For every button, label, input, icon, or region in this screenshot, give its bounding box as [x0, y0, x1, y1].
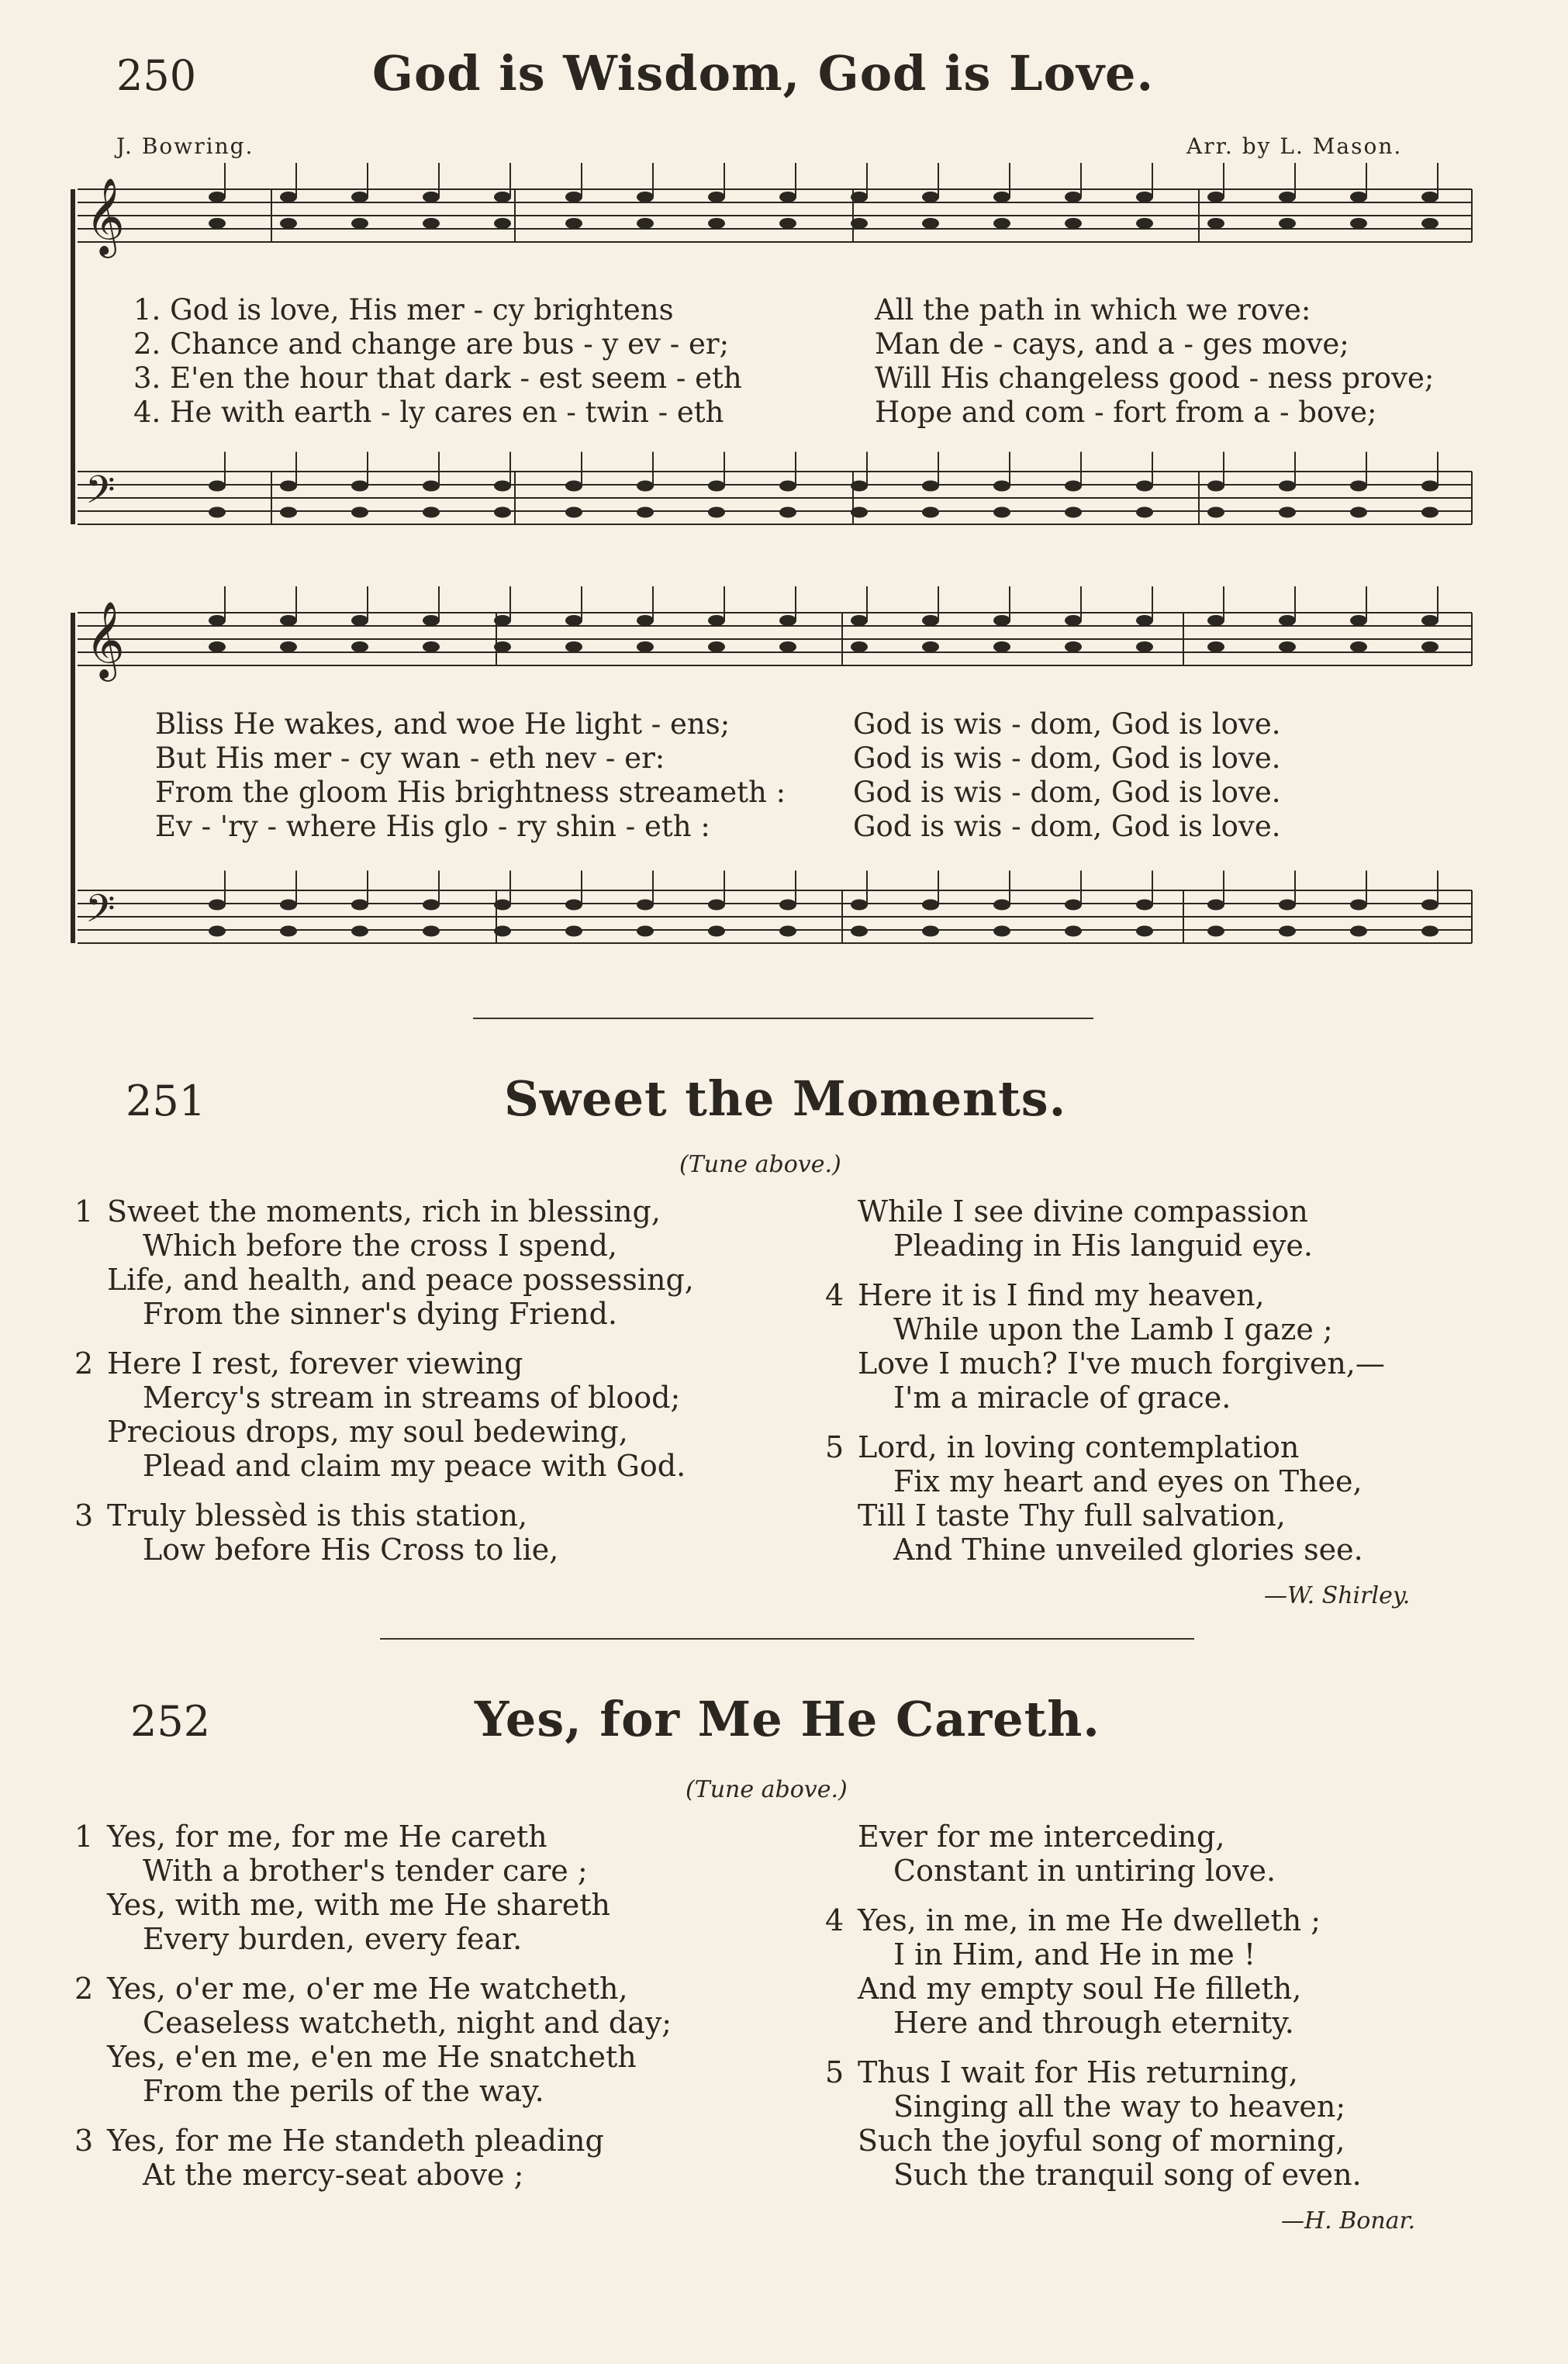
note-head	[779, 192, 796, 202]
note-head	[708, 481, 725, 492]
note-head	[1421, 218, 1438, 229]
note-head	[280, 192, 297, 202]
verse-line	[74, 1229, 694, 1263]
lyric-line: Bliss He wakes, and woe He light - ens;	[155, 707, 730, 741]
note-head	[1350, 615, 1367, 626]
note-head	[209, 615, 226, 626]
note-head	[351, 218, 368, 229]
note-head	[1065, 926, 1082, 937]
note-head	[637, 926, 654, 937]
verse-line	[825, 2158, 1362, 2192]
note-head	[637, 481, 654, 492]
verse-text: At the mercy-seat above ;	[143, 2158, 524, 2192]
note-head	[708, 615, 725, 626]
note-head	[922, 218, 939, 229]
verse-text: Lord, in loving contemplation	[858, 1430, 1300, 1464]
note-head	[423, 641, 440, 652]
verse-block	[74, 1498, 694, 1567]
note-head	[1207, 926, 1224, 937]
verse-line	[74, 1346, 694, 1381]
note-head	[209, 641, 226, 652]
lyric-line: God is wis - dom, God is love.	[853, 810, 1281, 843]
verse-text: Yes, e'en me, e'en me He snatcheth	[107, 2040, 637, 2074]
verse-text: Truly blessèd is this station,	[107, 1498, 528, 1533]
verse-text: Yes, o'er me, o'er me He watcheth,	[107, 1972, 628, 2006]
note-head	[779, 615, 796, 626]
note-head	[1065, 900, 1082, 911]
note-head	[565, 481, 582, 492]
verse-text: Yes, with me, with me He shareth	[107, 1888, 610, 1922]
note-head	[637, 615, 654, 626]
verse-block	[825, 1194, 1385, 1263]
note-head	[280, 926, 297, 937]
verse-number: 3	[74, 2124, 94, 2158]
note-head	[922, 192, 939, 202]
lyric-line: From the gloom His brightness streameth :	[155, 776, 786, 809]
verse-text: Sweet the moments, rich in blessing,	[107, 1194, 661, 1229]
note-head	[1421, 192, 1438, 202]
note-head	[209, 900, 226, 911]
system-2-lyrics-a	[155, 707, 786, 844]
note-head	[280, 218, 297, 229]
verse-text: Love I much? I've much forgiven,—	[858, 1346, 1385, 1381]
note-head	[1279, 900, 1296, 911]
note-head	[708, 218, 725, 229]
verse-line	[825, 1194, 1385, 1229]
note-head	[423, 926, 440, 937]
hymn-251-tune-note: (Tune above.)	[679, 1151, 841, 1178]
verse-line	[825, 1381, 1385, 1415]
verse-text: Every burden, every fear.	[143, 1922, 523, 1956]
note-head	[209, 507, 226, 518]
verse-line	[74, 1972, 672, 2006]
verse-line	[825, 1972, 1362, 2006]
verse-text: Singing all the way to heaven;	[893, 2089, 1346, 2124]
note-head	[423, 218, 440, 229]
bass-clef-icon: 𝄢	[85, 468, 116, 522]
verse-block	[825, 1903, 1362, 2040]
note-head	[1350, 192, 1367, 202]
verse-text: Here I rest, forever viewing	[107, 1346, 523, 1381]
note-head	[851, 900, 868, 911]
hymn-250-words-credit: J. Bowring.	[116, 133, 254, 159]
verse-line	[74, 1533, 694, 1567]
verse-line	[825, 2006, 1362, 2040]
note-head	[280, 615, 297, 626]
verse-text: While upon the Lamb I gaze ;	[893, 1312, 1333, 1346]
note-head	[351, 507, 368, 518]
verse-number: 1	[74, 1820, 94, 1854]
note-head	[993, 615, 1010, 626]
note-head	[1279, 926, 1296, 937]
note-head	[494, 481, 511, 492]
note-head	[423, 192, 440, 202]
note-head	[494, 507, 511, 518]
verse-line	[74, 1194, 694, 1229]
note-head	[708, 192, 725, 202]
note-head	[1065, 507, 1082, 518]
verse-text: From the perils of the way.	[143, 2074, 544, 2108]
note-head	[1350, 507, 1367, 518]
verse-line	[74, 1888, 672, 1922]
verse-block	[825, 1278, 1385, 1415]
verse-text: Till I taste Thy full salvation,	[858, 1498, 1286, 1533]
hymn-252-author: —H. Bonar.	[1281, 2207, 1416, 2234]
note-head	[351, 481, 368, 492]
hymn-250-title: God is Wisdom, God is Love.	[372, 45, 1155, 102]
hymn-252-left-column	[74, 1820, 672, 2207]
note-head	[779, 641, 796, 652]
note-head	[494, 900, 511, 911]
verse-line	[74, 2006, 672, 2040]
note-head	[280, 481, 297, 492]
note-head	[1136, 900, 1153, 911]
note-head	[708, 926, 725, 937]
note-head	[922, 926, 939, 937]
note-head	[1279, 192, 1296, 202]
note-head	[494, 192, 511, 202]
note-head	[1136, 615, 1153, 626]
hymn-250-music-credit: Arr. by L. Mason.	[1186, 133, 1403, 159]
verse-block	[74, 1820, 672, 1956]
note-head	[494, 926, 511, 937]
verse-text: Here and through eternity.	[893, 2006, 1294, 2040]
verse-line	[825, 1903, 1362, 1937]
lyric-line: Hope and com - fort from a - bove;	[875, 396, 1377, 429]
verse-line	[825, 1430, 1385, 1464]
verse-text: Such the joyful song of morning,	[858, 2124, 1345, 2158]
note-head	[1421, 900, 1438, 911]
note-head	[1136, 218, 1153, 229]
note-head	[565, 615, 582, 626]
treble-clef-icon: 𝄞	[85, 178, 125, 255]
note-head	[779, 900, 796, 911]
verse-line	[825, 1278, 1385, 1312]
note-head	[1279, 218, 1296, 229]
note-head	[993, 507, 1010, 518]
verse-text: Low before His Cross to lie,	[143, 1533, 559, 1567]
verse-block	[74, 1972, 672, 2108]
note-head	[494, 615, 511, 626]
verse-text: And Thine unveiled glories see.	[893, 1533, 1363, 1567]
note-head	[209, 192, 226, 202]
verse-text: Mercy's stream in streams of blood;	[143, 1381, 681, 1415]
verse-line	[74, 2158, 672, 2192]
hymn-251-number: 251	[126, 1077, 206, 1125]
note-head	[993, 926, 1010, 937]
verse-line	[74, 1297, 694, 1331]
note-head	[851, 192, 868, 202]
note-head	[1421, 926, 1438, 937]
verse-line	[825, 1498, 1385, 1533]
note-head	[280, 641, 297, 652]
verse-text: Plead and claim my peace with God.	[143, 1449, 686, 1483]
verse-text: Thus I wait for His returning,	[858, 2055, 1298, 2089]
note-head	[1136, 481, 1153, 492]
note-head	[280, 900, 297, 911]
note-head	[1421, 641, 1438, 652]
note-head	[280, 507, 297, 518]
note-head	[351, 926, 368, 937]
note-head	[1350, 481, 1367, 492]
divider-rule	[473, 1018, 1093, 1019]
note-head	[1421, 615, 1438, 626]
note-head	[922, 900, 939, 911]
note-head	[779, 218, 796, 229]
note-head	[851, 615, 868, 626]
lyric-line: Man de - cays, and a - ges move;	[875, 327, 1349, 361]
verse-line	[74, 1449, 694, 1483]
divider-rule	[380, 1638, 1194, 1640]
verse-line	[825, 1854, 1362, 1888]
verse-text: With a brother's tender care ;	[143, 1854, 588, 1888]
note-head	[993, 900, 1010, 911]
verse-text: Ever for me interceding,	[858, 1820, 1225, 1854]
verse-text: Pleading in His languid eye.	[893, 1229, 1313, 1263]
lyric-line: All the path in which we rove:	[875, 293, 1311, 327]
note-head	[851, 218, 868, 229]
note-head	[1279, 507, 1296, 518]
note-head	[209, 481, 226, 492]
verse-number: 5	[825, 1430, 844, 1464]
lyric-line: God is wis - dom, God is love.	[853, 741, 1281, 775]
note-head	[1136, 641, 1153, 652]
system-1-lyrics-b	[875, 293, 1434, 430]
note-head	[423, 481, 440, 492]
note-head	[637, 507, 654, 518]
verse-text: Yes, for me He standeth pleading	[107, 2124, 604, 2158]
note-head	[1207, 218, 1224, 229]
verse-text: Yes, for me, for me He careth	[107, 1820, 547, 1854]
note-head	[637, 218, 654, 229]
verse-text: Here it is I find my heaven,	[858, 1278, 1265, 1312]
verse-block	[825, 1820, 1362, 1888]
verse-line	[74, 2124, 672, 2158]
note-head	[1207, 900, 1224, 911]
note-head	[565, 218, 582, 229]
note-head	[779, 926, 796, 937]
verse-text: Fix my heart and eyes on Thee,	[893, 1464, 1363, 1498]
note-head	[1065, 615, 1082, 626]
note-head	[922, 507, 939, 518]
hymn-251-right-column	[825, 1194, 1385, 1582]
note-head	[1279, 641, 1296, 652]
verse-text: Which before the cross I spend,	[143, 1229, 618, 1263]
note-head	[922, 641, 939, 652]
note-head	[494, 641, 511, 652]
verse-text: Yes, in me, in me He dwelleth ;	[858, 1903, 1321, 1937]
verse-number: 5	[825, 2055, 844, 2089]
note-head	[1350, 641, 1367, 652]
verse-line	[74, 1854, 672, 1888]
note-head	[922, 615, 939, 626]
note-head	[1065, 218, 1082, 229]
verse-line	[825, 2089, 1362, 2124]
verse-text: From the sinner's dying Friend.	[143, 1297, 617, 1331]
note-head	[1136, 192, 1153, 202]
verse-line	[825, 1312, 1385, 1346]
verse-number: 1	[74, 1194, 94, 1229]
verse-text: Life, and health, and peace possessing,	[107, 1263, 694, 1297]
verse-block	[74, 1194, 694, 1331]
verse-block	[825, 2055, 1362, 2192]
verse-block	[74, 1346, 694, 1483]
lyric-line: Will His changeless good - ness prove;	[875, 361, 1435, 395]
note-head	[1279, 481, 1296, 492]
note-head	[423, 615, 440, 626]
note-head	[779, 507, 796, 518]
note-head	[351, 641, 368, 652]
lyric-line: God is wis - dom, God is love.	[853, 707, 1281, 741]
verse-text: Constant in untiring love.	[893, 1854, 1276, 1888]
hymn-252-title: Yes, for Me He Careth.	[475, 1691, 1100, 1747]
note-head	[993, 481, 1010, 492]
note-head	[851, 481, 868, 492]
note-head	[351, 615, 368, 626]
page-number: 250	[116, 51, 197, 100]
hymn-251-left-column	[74, 1194, 694, 1582]
verse-number: 4	[825, 1278, 844, 1312]
lyric-line: 3. E'en the hour that dark - est seem - eth	[133, 361, 742, 395]
note-head	[209, 926, 226, 937]
note-head	[779, 481, 796, 492]
note-head	[851, 641, 868, 652]
hymn-252-right-column	[825, 1820, 1362, 2207]
note-head	[1136, 507, 1153, 518]
note-head	[708, 641, 725, 652]
note-head	[1279, 615, 1296, 626]
note-head	[1207, 615, 1224, 626]
note-head	[1207, 481, 1224, 492]
note-head	[993, 192, 1010, 202]
lyric-line: But His mer - cy wan - eth nev - er:	[155, 741, 665, 775]
verse-line	[825, 2055, 1362, 2089]
note-head	[993, 641, 1010, 652]
verse-block	[74, 2124, 672, 2192]
verse-line	[825, 1346, 1385, 1381]
note-head	[708, 900, 725, 911]
verse-line	[825, 1937, 1362, 1972]
verse-text: I'm a miracle of grace.	[893, 1381, 1231, 1415]
verse-line	[825, 1229, 1385, 1263]
note-head	[851, 926, 868, 937]
note-head	[637, 641, 654, 652]
note-head	[922, 481, 939, 492]
verse-line	[825, 2124, 1362, 2158]
hymn-252-tune-note: (Tune above.)	[686, 1776, 848, 1803]
note-head	[1421, 481, 1438, 492]
hymn-251-title: Sweet the Moments.	[504, 1070, 1067, 1127]
note-head	[1421, 507, 1438, 518]
verse-block	[825, 1430, 1385, 1567]
verse-number: 4	[825, 1903, 844, 1937]
note-head	[1136, 926, 1153, 937]
verse-line	[74, 2040, 672, 2074]
system-1-lyrics-a	[133, 293, 742, 430]
hymn-251-author: —W. Shirley.	[1264, 1582, 1411, 1609]
note-head	[851, 507, 868, 518]
note-head	[993, 218, 1010, 229]
note-head	[351, 192, 368, 202]
note-head	[637, 900, 654, 911]
note-head	[351, 900, 368, 911]
note-head	[1350, 926, 1367, 937]
verse-text: Ceaseless watcheth, night and day;	[143, 2006, 672, 2040]
note-head	[1207, 641, 1224, 652]
note-head	[1350, 900, 1367, 911]
treble-clef-icon: 𝄞	[85, 601, 125, 679]
verse-line	[74, 1820, 672, 1854]
lyric-line: 2. Chance and change are bus - y ev - er;	[133, 327, 730, 361]
verse-text: I in Him, and He in me !	[893, 1937, 1256, 1972]
verse-line	[74, 1498, 694, 1533]
note-head	[565, 192, 582, 202]
verse-line	[825, 1464, 1385, 1498]
note-head	[1207, 507, 1224, 518]
note-head	[209, 218, 226, 229]
verse-number: 3	[74, 1498, 94, 1533]
note-head	[637, 192, 654, 202]
lyric-line: 4. He with earth - ly cares en - twin - eth	[133, 396, 724, 429]
note-head	[565, 926, 582, 937]
hymn-252-number: 252	[130, 1697, 211, 1746]
verse-line	[74, 1263, 694, 1297]
verse-number: 2	[74, 1972, 94, 2006]
verse-text: Such the tranquil song of even.	[893, 2158, 1362, 2192]
verse-line	[74, 1381, 694, 1415]
verse-line	[825, 1533, 1385, 1567]
note-head	[565, 900, 582, 911]
verse-line	[74, 1922, 672, 1956]
note-head	[1065, 481, 1082, 492]
verse-line	[74, 2074, 672, 2108]
note-head	[565, 641, 582, 652]
note-head	[494, 218, 511, 229]
lyric-line: Ev - 'ry - where His glo - ry shin - eth :	[155, 810, 710, 843]
note-head	[1065, 192, 1082, 202]
verse-number: 2	[74, 1346, 94, 1381]
note-head	[1350, 218, 1367, 229]
verse-text: Precious drops, my soul bedewing,	[107, 1415, 628, 1449]
verse-line	[825, 1820, 1362, 1854]
note-head	[1065, 641, 1082, 652]
lyric-line: 1. God is love, His mer - cy brightens	[133, 293, 674, 327]
note-head	[423, 900, 440, 911]
bass-clef-icon: 𝄢	[85, 886, 116, 941]
system-2-lyrics-b	[853, 707, 1280, 844]
verse-text: While I see divine compassion	[858, 1194, 1308, 1229]
note-head	[423, 507, 440, 518]
lyric-line: God is wis - dom, God is love.	[853, 776, 1281, 809]
verse-line	[74, 1415, 694, 1449]
note-head	[565, 507, 582, 518]
note-head	[1207, 192, 1224, 202]
note-head	[708, 507, 725, 518]
verse-text: And my empty soul He filleth,	[858, 1972, 1302, 2006]
